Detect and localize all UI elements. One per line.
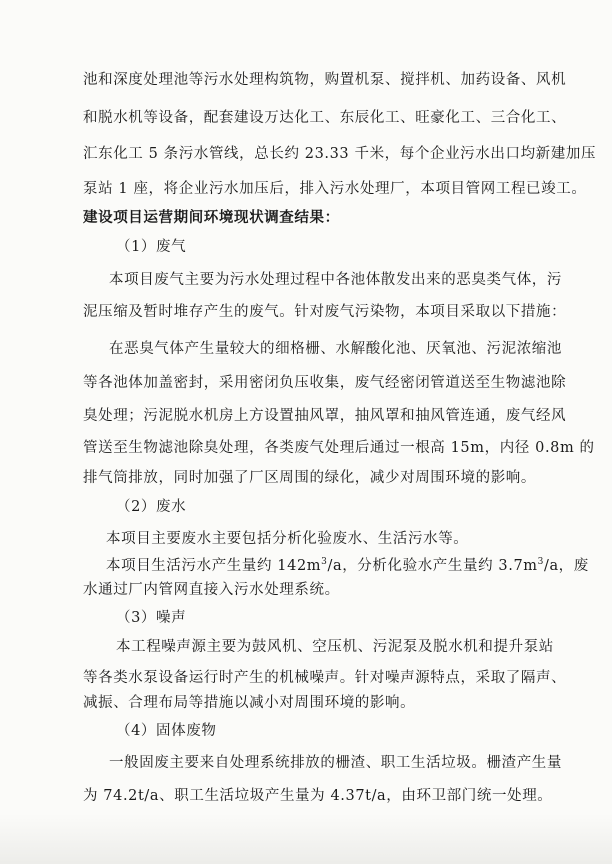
waste-gas-line-1: 本项目废气主要为污水处理过程中各池体散发出来的恶臭类气体，污 [109, 272, 562, 288]
waste-gas-line-3: 在恶臭气体产生量较大的细格栅、水解酸化池、厌氧池、污泥浓缩池 [109, 341, 562, 357]
noise-line-3: 减振、合理布局等措施以减小对周围环境的影响。 [83, 695, 416, 711]
section-heading: 建设项目运营期间环境现状调查结果： [83, 209, 340, 226]
wastewater-heading: （2）废水 [116, 499, 187, 515]
waste-gas-line-6: 管送至生物滤池除臭处理，各类废气处理后通过一根高 15m，内径 0.8m 的 [83, 440, 595, 456]
waste-gas-heading: （1）废气 [116, 239, 187, 255]
intro-line-3: 汇东化工 5 条污水管线，总长约 23.33 千米，每个企业污水出口均新建加压 [83, 146, 597, 162]
superscript-3: 3 [321, 557, 328, 568]
intro-line-4: 泵站 1 座，将企业污水加压后，排入污水处理厂，本项目管网工程已竣工。 [83, 181, 587, 197]
solid-waste-line-2: 为 74.2t/a、职工生活垃圾产生量为 4.37t/a，由环卫部门统一处理。 [83, 788, 553, 804]
waste-gas-line-2: 泥压缩及暂时堆存产生的废气。针对废气污染物，本项目采取以下措施： [83, 304, 567, 320]
waste-gas-line-5: 臭处理；污泥脱水机房上方设置抽风罩，抽风罩和抽风管连通，废气经风 [83, 408, 567, 424]
wastewater-line-2 [106, 556, 589, 576]
noise-line-2: 等各类水泵设备运行时产生的机械噪声。针对噪声源特点，采取了隔声、 [83, 670, 567, 686]
wastewater-line-2-a: 本项目生活污水产生量约 142m [106, 558, 322, 574]
wastewater-line-2-b: /a，分析化验水产生量约 3.7m [327, 558, 538, 574]
waste-gas-line-7: 排气筒排放，同时加强了厂区周围的绿化，减少对周围环境的影响。 [83, 470, 536, 486]
wastewater-line-1: 本项目主要废水主要包括分析化验废水、生活污水等。 [106, 531, 469, 547]
solid-waste-heading: （4）固体废物 [116, 723, 217, 739]
wastewater-line-2-c: /a，废 [543, 558, 589, 574]
intro-line-1: 池和深度处理池等污水处理构筑物，购置机泵、搅拌机、加药设备、风机 [83, 72, 567, 88]
waste-gas-line-4: 等各池体加盖密封，采用密闭负压收集，废气经密闭管道送至生物滤池除 [83, 375, 567, 391]
superscript-3: 3 [537, 557, 544, 568]
solid-waste-line-1: 一般固废主要来自处理系统排放的栅渣、职工生活垃圾。栅渣产生量 [109, 755, 562, 771]
noise-heading: （3）噪声 [116, 610, 187, 626]
intro-line-2: 和脱水机等设备，配套建设万达化工、东辰化工、旺豪化工、三合化工、 [83, 110, 567, 126]
noise-line-1: 本工程噪声源主要为鼓风机、空压机、污泥泵及脱水机和提升泵站 [116, 639, 554, 655]
scan-edge-shadow [0, 814, 612, 864]
wastewater-line-3: 水通过厂内管网直接入污水处理系统。 [83, 582, 340, 598]
